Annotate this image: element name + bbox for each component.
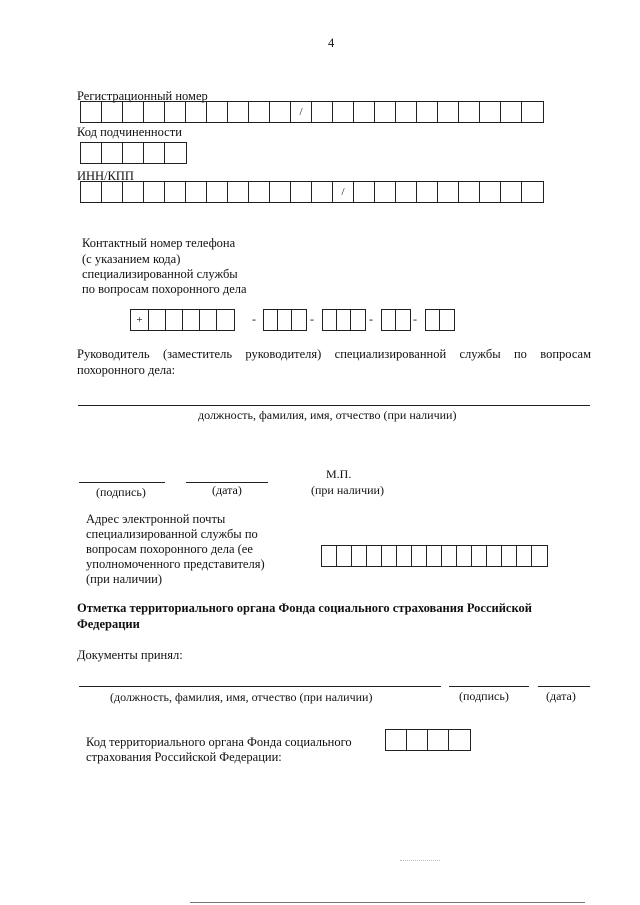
email-cell[interactable] <box>487 546 502 566</box>
phone-cell[interactable] <box>396 310 410 330</box>
reg-cell[interactable] <box>207 102 228 122</box>
phone-cell[interactable] <box>217 310 234 330</box>
email-label-line2: специализированной службы по <box>86 527 258 541</box>
phone-country-code[interactable] <box>130 309 235 331</box>
inn-cell[interactable] <box>312 182 333 202</box>
phone-cell[interactable] <box>278 310 292 330</box>
phone-cell[interactable] <box>166 310 183 330</box>
reg-cell[interactable] <box>375 102 396 122</box>
inn-cell[interactable] <box>123 182 144 202</box>
phone-plus: + <box>131 310 149 330</box>
sub-cell[interactable] <box>123 143 144 163</box>
inn-cell[interactable] <box>249 182 270 202</box>
email-cell[interactable] <box>352 546 367 566</box>
inn-slash-cell: / <box>333 182 354 202</box>
inn-kpp-label: ИНН/КПП <box>77 169 134 183</box>
head-signature-line[interactable] <box>78 405 590 406</box>
sub-cell[interactable] <box>144 143 165 163</box>
kpp-cell[interactable] <box>501 182 522 202</box>
email-label-line5: (при наличии) <box>86 572 163 586</box>
stamp-note: (при наличии) <box>311 483 384 497</box>
fss-code-label-line2: страхования Российской Федерации: <box>86 750 282 764</box>
reg-number-field[interactable] <box>80 101 544 123</box>
reg-cell[interactable] <box>249 102 270 122</box>
phone-dash: - <box>369 312 373 326</box>
fss-mark-title-line1: Отметка территориального органа Фонда социального страхования Российской <box>77 601 532 615</box>
fss-position-line[interactable] <box>79 686 441 687</box>
fss-mark-title-line2: Федерации <box>77 617 140 631</box>
phone-dash: - <box>310 312 314 326</box>
fss-date-caption: (дата) <box>546 689 576 703</box>
subordination-label: Код подчиненности <box>77 125 182 139</box>
reg-cell[interactable] <box>333 102 354 122</box>
fss-signature-caption: (подпись) <box>459 689 509 703</box>
email-cell[interactable] <box>472 546 487 566</box>
reg-cell[interactable] <box>396 102 417 122</box>
kpp-cell[interactable] <box>417 182 438 202</box>
phone-part3[interactable] <box>425 309 455 331</box>
phone-cell[interactable] <box>426 310 440 330</box>
scan-speck <box>400 860 440 862</box>
email-cell[interactable] <box>412 546 427 566</box>
phone-cell[interactable] <box>323 310 337 330</box>
bottom-edge-line <box>190 902 585 903</box>
inn-cell[interactable] <box>102 182 123 202</box>
email-label-line1: Адрес электронной почты <box>86 512 226 526</box>
phone-part2[interactable] <box>381 309 411 331</box>
reg-cell[interactable] <box>186 102 207 122</box>
phone-label-line2: (с указанием кода) <box>82 252 181 266</box>
inn-cell[interactable] <box>144 182 165 202</box>
docs-accepted-label: Документы принял: <box>77 648 183 662</box>
phone-dash: - <box>413 312 417 326</box>
sub-cell[interactable] <box>102 143 123 163</box>
fss-code-field[interactable] <box>385 729 471 751</box>
head-label-line1: Руководитель (заместитель руководителя) специализированной службы по вопросам <box>77 347 591 361</box>
phone-cell[interactable] <box>337 310 351 330</box>
email-cell[interactable] <box>427 546 442 566</box>
signature-caption: (подпись) <box>96 485 146 499</box>
phone-part1[interactable] <box>322 309 366 331</box>
reg-cell[interactable] <box>459 102 480 122</box>
kpp-cell[interactable] <box>354 182 375 202</box>
kpp-cell[interactable] <box>396 182 417 202</box>
reg-cell[interactable] <box>312 102 333 122</box>
inn-cell[interactable] <box>291 182 312 202</box>
reg-cell[interactable] <box>354 102 375 122</box>
reg-cell[interactable] <box>228 102 249 122</box>
signature-line[interactable] <box>79 482 165 483</box>
email-cell[interactable] <box>517 546 532 566</box>
subordination-field[interactable] <box>80 142 187 164</box>
email-field[interactable] <box>321 545 548 567</box>
phone-cell[interactable] <box>264 310 278 330</box>
sub-cell[interactable] <box>165 143 186 163</box>
kpp-cell[interactable] <box>459 182 480 202</box>
inn-cell[interactable] <box>165 182 186 202</box>
inn-cell[interactable] <box>207 182 228 202</box>
kpp-cell[interactable] <box>522 182 543 202</box>
reg-cell[interactable] <box>102 102 123 122</box>
fss-signature-line[interactable] <box>449 686 529 687</box>
email-cell[interactable] <box>532 546 547 566</box>
email-cell[interactable] <box>442 546 457 566</box>
phone-label-line4: по вопросам похоронного дела <box>82 282 247 296</box>
date-caption: (дата) <box>212 483 242 497</box>
head-label-line2: похоронного дела: <box>77 363 176 377</box>
phone-cell[interactable] <box>292 310 306 330</box>
email-cell[interactable] <box>337 546 352 566</box>
email-cell[interactable] <box>457 546 472 566</box>
page-number: 4 <box>328 36 335 50</box>
stamp-label: М.П. <box>326 467 352 481</box>
reg-cell[interactable] <box>501 102 522 122</box>
phone-label-line3: специализированной службы <box>82 267 238 281</box>
phone-cell[interactable] <box>351 310 365 330</box>
inn-cell[interactable] <box>186 182 207 202</box>
fss-code-cell[interactable] <box>449 730 470 750</box>
fss-date-line[interactable] <box>538 686 590 687</box>
kpp-cell[interactable] <box>375 182 396 202</box>
email-label-line3: вопросам похоронного дела (ее <box>86 542 253 556</box>
phone-area-code[interactable] <box>263 309 307 331</box>
head-caption: должность, фамилия, имя, отчество (при наличии) <box>198 408 457 422</box>
reg-cell[interactable] <box>123 102 144 122</box>
reg-cell[interactable] <box>165 102 186 122</box>
phone-cell[interactable] <box>382 310 396 330</box>
reg-cell[interactable] <box>81 102 102 122</box>
reg-cell[interactable] <box>480 102 501 122</box>
email-cell[interactable] <box>502 546 517 566</box>
phone-cell[interactable] <box>200 310 217 330</box>
email-cell[interactable] <box>367 546 382 566</box>
fss-code-cell[interactable] <box>428 730 449 750</box>
sub-cell[interactable] <box>81 143 102 163</box>
email-cell[interactable] <box>322 546 337 566</box>
reg-slash-cell: / <box>291 102 312 122</box>
inn-cell[interactable] <box>81 182 102 202</box>
fss-code-cell[interactable] <box>386 730 407 750</box>
fss-code-label-line1: Код территориального органа Фонда социального <box>86 735 352 749</box>
email-cell[interactable] <box>382 546 397 566</box>
reg-cell[interactable] <box>438 102 459 122</box>
inn-cell[interactable] <box>228 182 249 202</box>
email-cell[interactable] <box>397 546 412 566</box>
kpp-cell[interactable] <box>438 182 459 202</box>
reg-number-label: Регистрационный номер <box>77 89 208 103</box>
inn-cell[interactable] <box>270 182 291 202</box>
phone-cell[interactable] <box>149 310 166 330</box>
phone-dash: - <box>252 312 256 326</box>
email-label-line4: уполномоченного представителя) <box>86 557 265 571</box>
reg-cell[interactable] <box>144 102 165 122</box>
reg-cell[interactable] <box>270 102 291 122</box>
fss-position-caption: (должность, фамилия, имя, отчество (при наличии) <box>110 690 373 704</box>
inn-kpp-field[interactable] <box>80 181 544 203</box>
reg-cell[interactable] <box>522 102 543 122</box>
reg-cell[interactable] <box>417 102 438 122</box>
kpp-cell[interactable] <box>480 182 501 202</box>
phone-cell[interactable] <box>183 310 200 330</box>
phone-cell[interactable] <box>440 310 454 330</box>
phone-label-line1: Контактный номер телефона <box>82 236 236 250</box>
fss-code-cell[interactable] <box>407 730 428 750</box>
